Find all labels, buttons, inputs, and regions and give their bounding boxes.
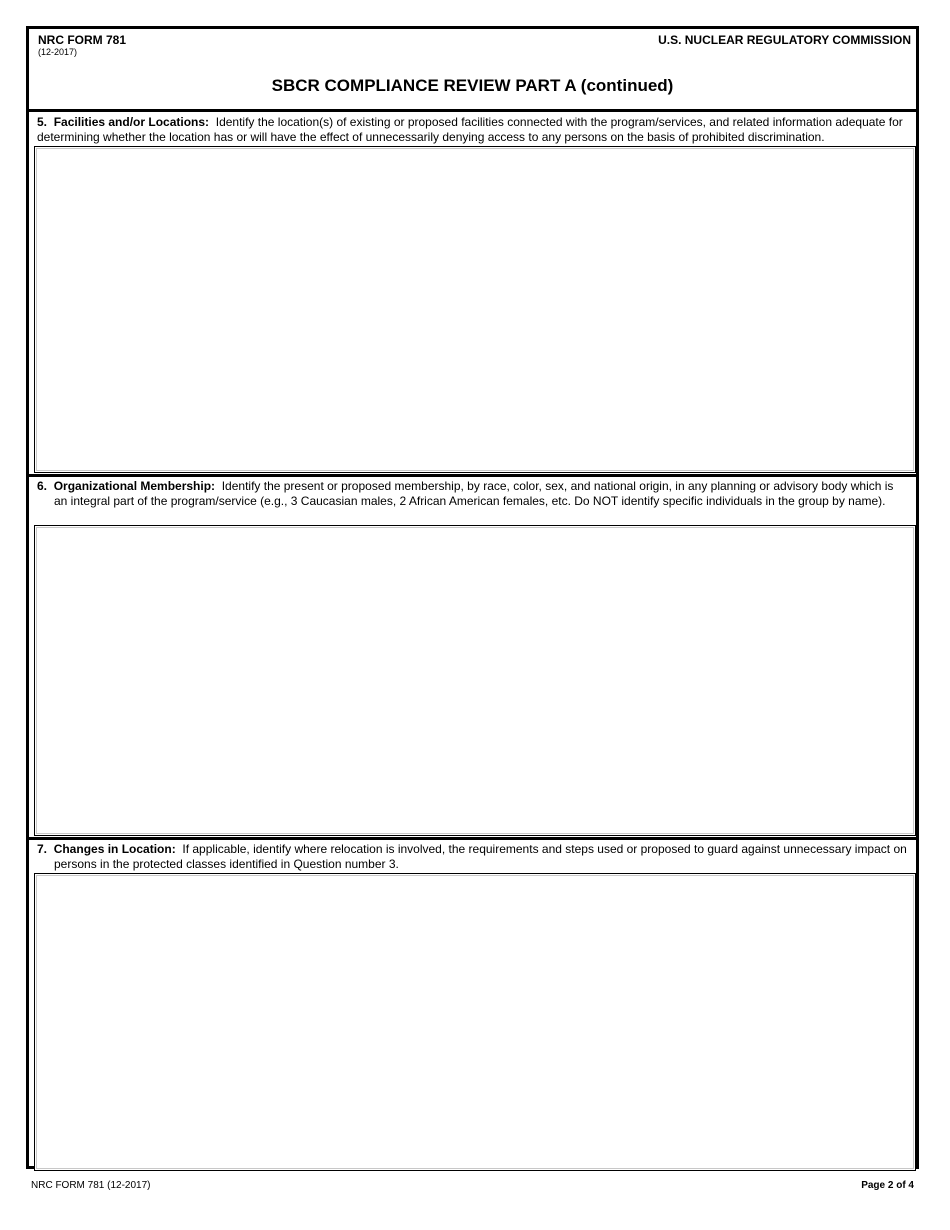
divider (29, 109, 916, 112)
question-7-answer-field[interactable] (34, 873, 916, 1171)
form-number: NRC FORM 781 (38, 33, 127, 47)
page-title: SBCR COMPLIANCE REVIEW PART A (continued) (271, 76, 674, 95)
question-7-text: 7. Changes in Location: If applicable, identify where relocation is involved, the requirements and steps used or proposed to guard against unnecessary impact on persons in the protected classes identified in Question number 3. (37, 842, 907, 871)
form-revision: (12-2017) (38, 47, 78, 57)
question-5-answer-field[interactable] (34, 146, 916, 473)
question-5-text: 5. Facilities and/or Locations: Identify the location(s) of existing or proposed facilities connected with the program/services, and related information adequate for determining whether the location has or will have the effect of unnecessarily denying access to any persons on the basis of prohibited discrimination. (37, 115, 903, 144)
page-number: Page 2 of 4 (861, 1180, 914, 1191)
agency-name: U.S. NUCLEAR REGULATORY COMMISSION (658, 33, 911, 47)
question-6-text: 6. Organizational Membership: Identify the present or proposed membership, by race, color, sex, and national origin, in any planning or advisory body which is an integral part of the program/service (e.g., 3 Caucasian males, 2 African American females, etc. Do NOT identify specific individuals in the group by name). (37, 479, 894, 508)
footer-form-id: NRC FORM 781 (12-2017) (31, 1180, 151, 1191)
divider (29, 474, 916, 477)
form-frame (26, 26, 919, 1169)
question-6-answer-field[interactable] (34, 525, 916, 836)
divider (29, 837, 916, 840)
